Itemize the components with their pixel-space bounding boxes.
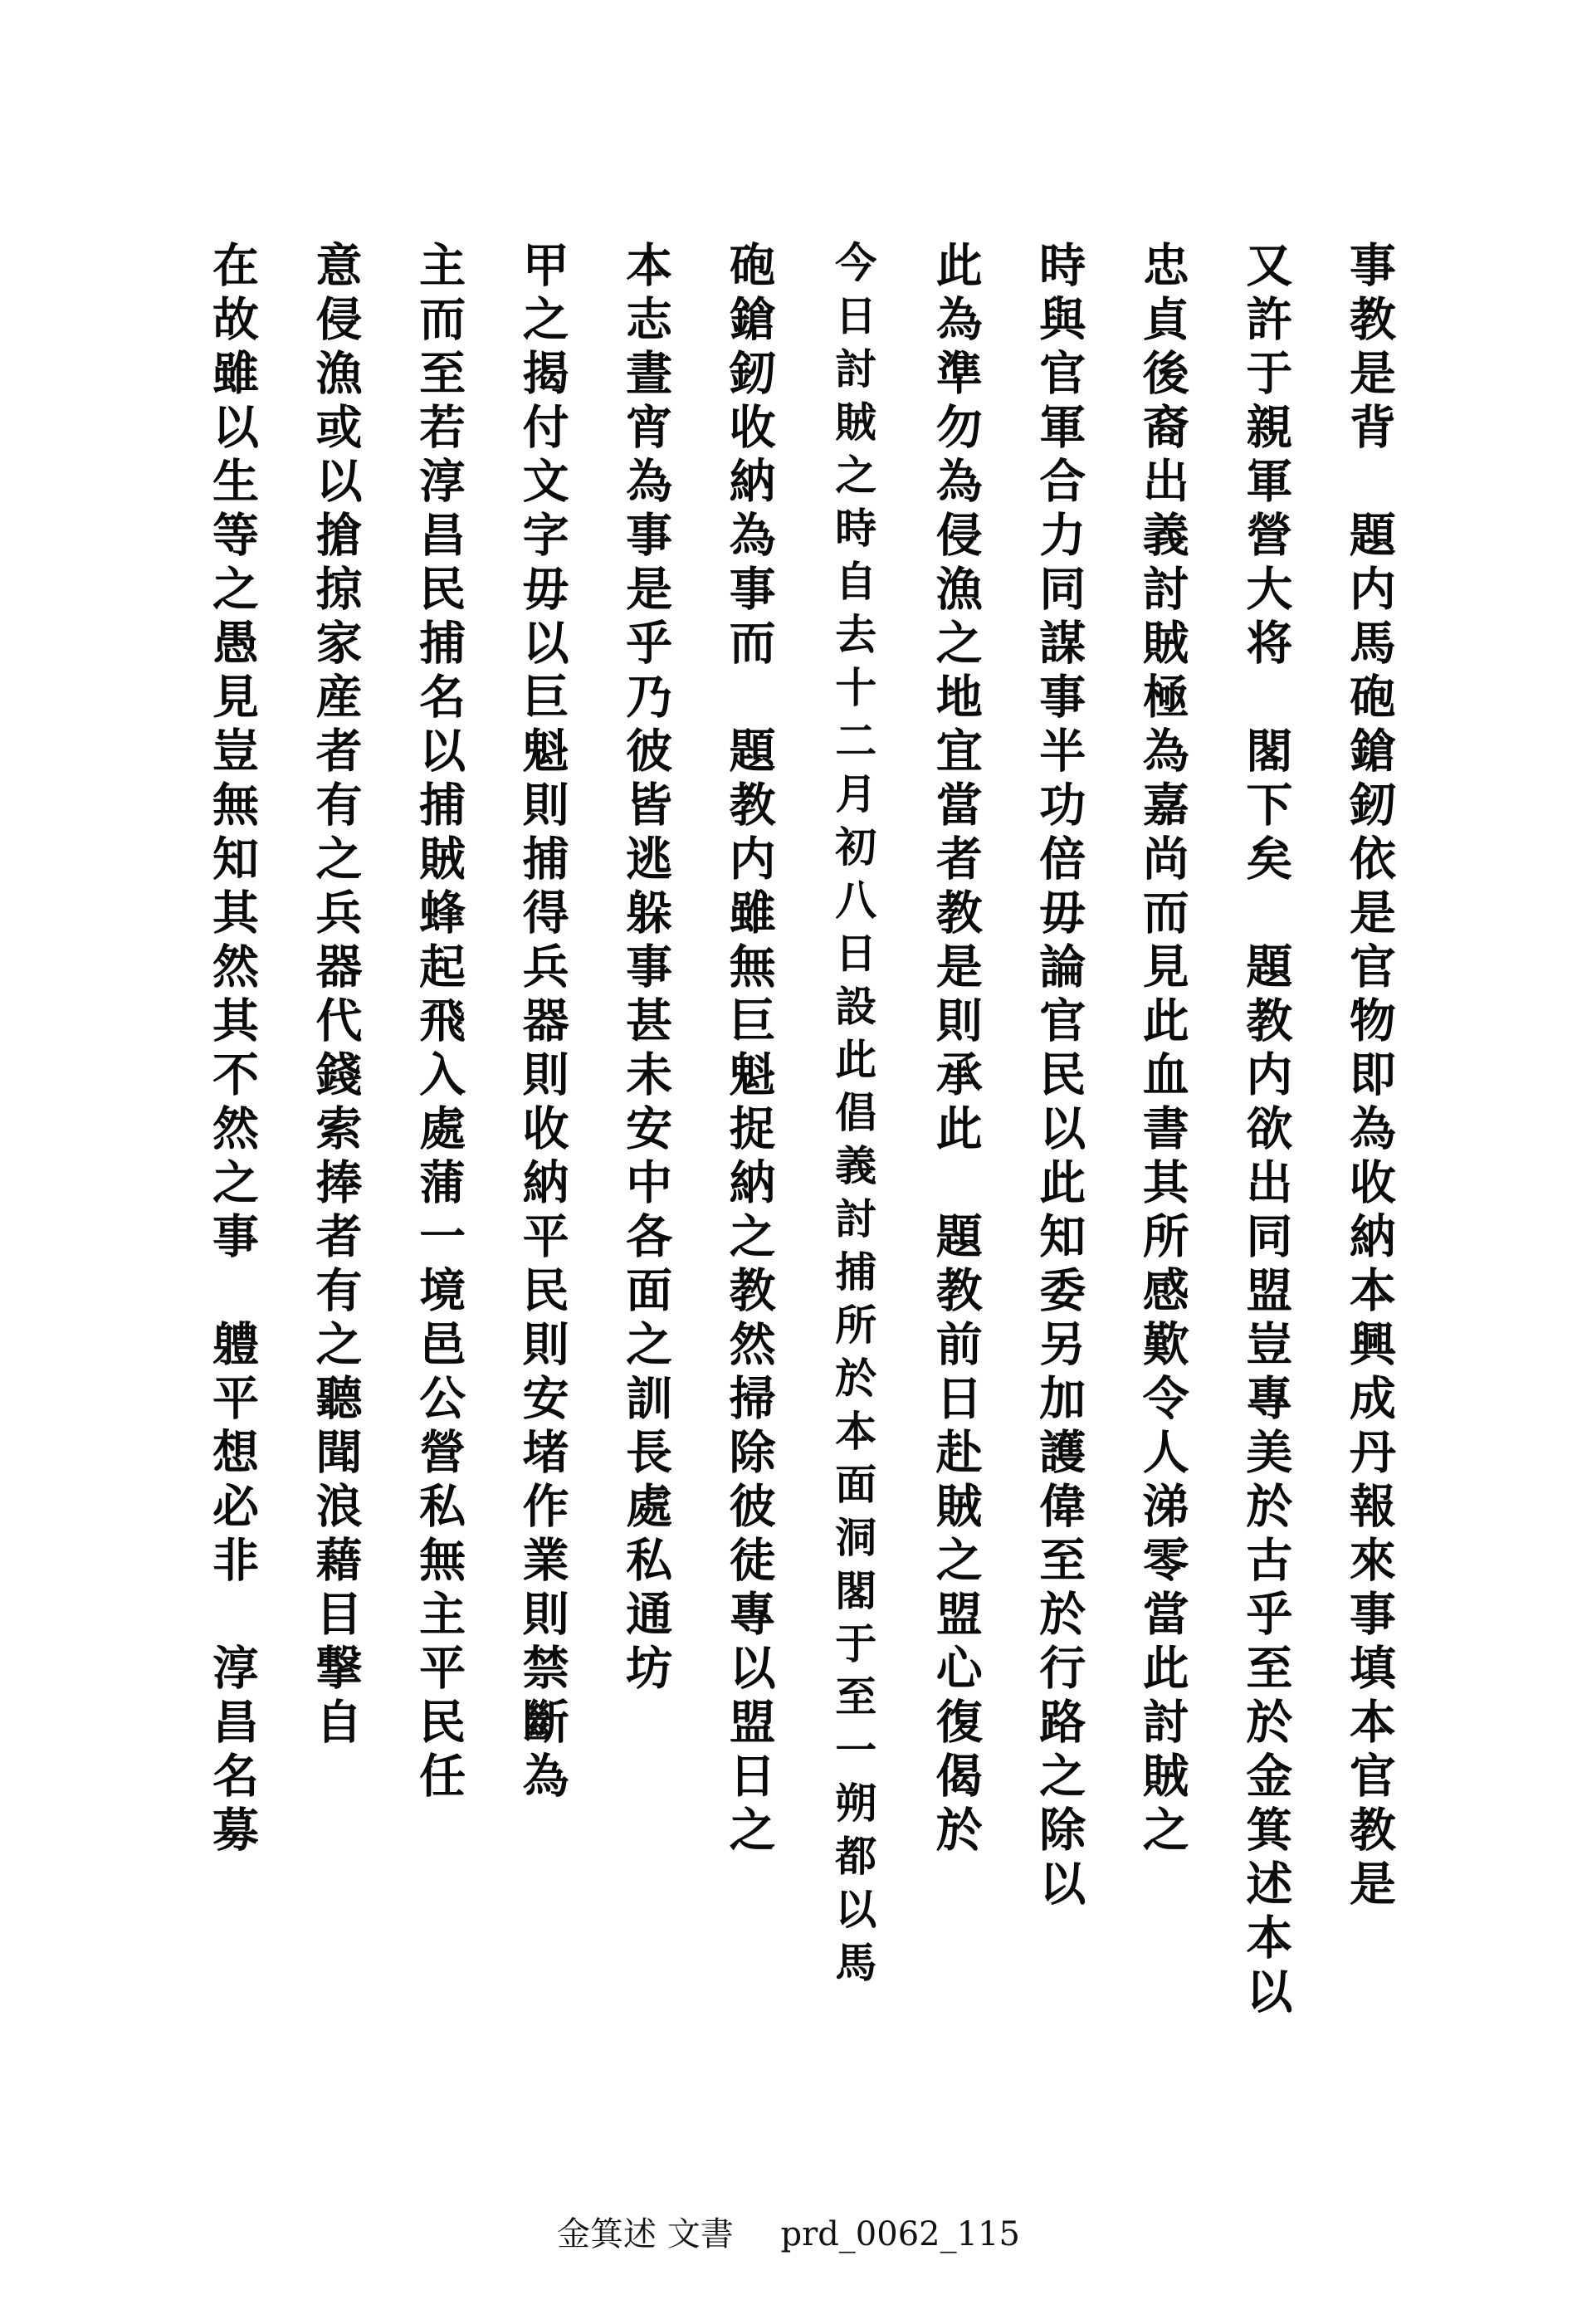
text-column-4: 時與官軍合力同謀事半功倍毋論官民以此知委另加護偉至於行路之除以: [1032, 241, 1087, 1913]
footer-title: 金箕述 文書: [557, 2215, 734, 2253]
footer-code: prd_0062_115: [780, 2215, 1020, 2253]
text-column-7: 砲鎗釰收納為事而 題教内雖無巨魁捉納之教然掃除彼徒專以盟日之: [721, 241, 777, 1859]
text-column-1: 事教是背 題内馬砲鎗釰依是官物即為收納本興成丹報來事填本官教是: [1341, 241, 1397, 1913]
manuscript-text-block: [191, 241, 1411, 2150]
text-column-6: 今日討賊之時自去十二月初八日設此倡義討捕所於本面洞閣于至一朔都以馬: [828, 241, 878, 1994]
text-column-3: 忠貞後裔出義討賊極為嘉尚而見此血書其所感歎令人涕零當此討賊之: [1135, 241, 1190, 1859]
text-column-12: 在故雖以生等之愚見豈無知其然其不然之事 軆平想必非 淳昌名募: [205, 241, 260, 1859]
text-column-10: 主而至若淳昌民捕名以捕賊蜂起飛入處蒲一境邑公營私無主平民任: [412, 241, 467, 1805]
text-column-2: 又許于親軍營大将 閣下矣 題教内欲出同盟豈專美於古乎至於金箕述本以: [1238, 241, 1294, 2021]
text-column-11: 意侵漁或以搶掠家産者有之兵器代錢索捧者有之聽聞浪藉目撃自: [308, 241, 364, 1751]
text-column-5: 此為準勿為侵漁之地宜當者教是則承此 題教前日赴賊之盟心復偈於: [928, 241, 984, 1859]
text-column-8: 本志晝宵為事是乎乃彼皆逃躲事甚未安中各面之訓長處私通坊: [618, 241, 674, 1697]
page-footer: [0, 2208, 1577, 2255]
text-column-9: 甲之揭付文字毋以巨魁則捕得兵器則收納平民則安堵作業則禁斷為: [515, 241, 570, 1805]
